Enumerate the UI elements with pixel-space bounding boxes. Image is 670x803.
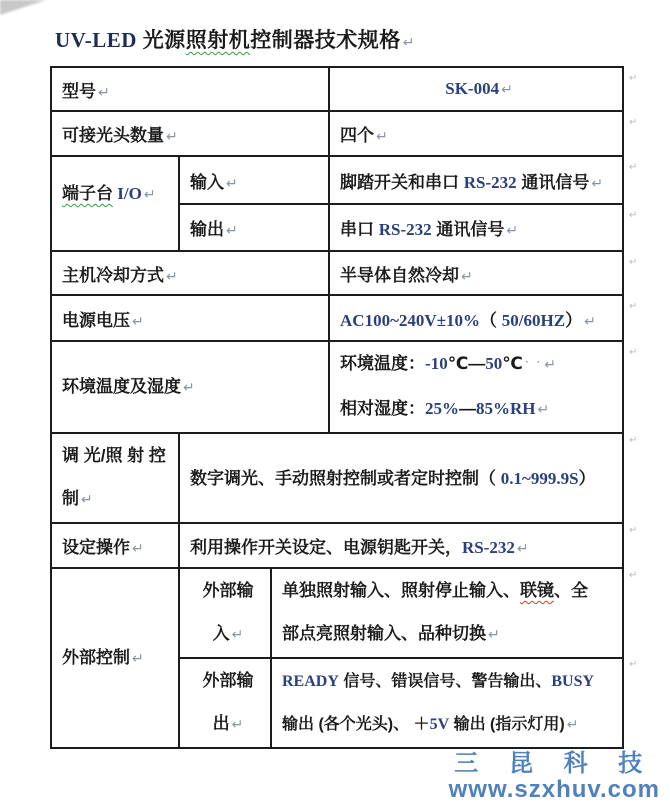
terminal-input-label: 输入 xyxy=(190,172,224,192)
cell-dimming-value xyxy=(179,433,623,523)
cell-model-value xyxy=(329,67,623,111)
terminal-input-zh1: 脚踏开关和串口 xyxy=(340,172,464,192)
setting-label: 设定操作 xyxy=(62,538,130,557)
space-dots-mark: · · xyxy=(524,354,543,368)
terminal-output-latin: RS-232 xyxy=(378,220,432,239)
external-input-label-line2-text: 入 xyxy=(212,624,230,643)
cell-cooling-value xyxy=(329,251,623,295)
pilcrow-mark: ↵ xyxy=(591,175,604,192)
pilcrow-mark: ↵ xyxy=(537,402,550,418)
external-output-value-line1 xyxy=(282,660,618,703)
env-hum-min: 25% xyxy=(425,399,460,418)
env-temp-max: 50 xyxy=(485,354,503,373)
terminal-output-label: 输出 xyxy=(190,220,224,239)
table-row xyxy=(51,341,623,433)
env-hum-dash: — xyxy=(459,399,477,418)
cell-external-output-value xyxy=(271,658,623,748)
external-output-v2c: 输出 (指示灯用) xyxy=(449,715,565,733)
title-zh-after: 控制器技术规格 xyxy=(250,29,401,52)
external-input-value-line1 xyxy=(282,569,618,612)
cell-external-output-label xyxy=(179,658,271,748)
cell-terminal-output-label xyxy=(179,204,329,251)
table-row xyxy=(51,433,623,523)
external-label: 外部控制 xyxy=(62,647,130,667)
terminal-input-latin: RS-232 xyxy=(463,172,517,192)
cell-setting-label xyxy=(51,523,179,568)
cell-setting-value xyxy=(179,523,623,568)
watermark-url: www.szxhuv.com xyxy=(448,776,660,803)
setting-value-latin: RS-232 xyxy=(462,538,515,557)
power-voltage: AC100~240V±10% xyxy=(340,310,481,330)
power-label: 电源电压 xyxy=(62,310,130,330)
pilcrow-mark: ↵ xyxy=(376,129,388,145)
env-temp-min: -10 xyxy=(425,354,448,373)
pilcrow-mark: ↵ xyxy=(98,84,110,101)
table-row xyxy=(51,156,623,204)
external-output-label-line2 xyxy=(190,702,266,747)
heads-label: 可接光头数量 xyxy=(62,126,164,145)
row-end-mark: ↵ xyxy=(629,659,638,670)
terminal-output-zh2: 通讯信号 xyxy=(431,220,505,239)
pilcrow-mark: ↵ xyxy=(544,357,556,373)
pilcrow-mark: ↵ xyxy=(226,223,238,239)
pilcrow-mark: ↵ xyxy=(584,313,596,330)
row-end-mark: ↵ xyxy=(629,347,638,358)
pilcrow-mark: ↵ xyxy=(132,541,144,557)
table-row xyxy=(51,251,623,295)
table-row xyxy=(51,523,623,568)
row-end-mark: ↵ xyxy=(629,301,638,312)
row-end-mark: ↵ xyxy=(629,435,638,446)
external-output-v2a: 输出 (各个光头)、 ＋ xyxy=(282,715,430,733)
external-input-label-line1: 外部输 xyxy=(202,581,254,600)
pilcrow-mark: ↵ xyxy=(132,313,144,330)
cell-terminal-input-label xyxy=(179,156,329,204)
external-input-v2: 部点亮照射输入、品种切换 xyxy=(282,624,486,643)
pilcrow-mark: ↵ xyxy=(501,81,513,98)
cell-terminal-label xyxy=(51,156,179,251)
pilcrow-mark: ↵ xyxy=(183,379,195,396)
power-paren-close: ） xyxy=(565,310,583,330)
pilcrow-mark: ↵ xyxy=(516,541,529,557)
pilcrow-mark: ↵ xyxy=(81,492,93,508)
pilcrow-mark: ↵ xyxy=(166,129,178,145)
dimming-label-line2-text: 制 xyxy=(62,489,79,508)
power-paren-open: （ xyxy=(480,310,502,330)
env-temp-dash: — xyxy=(468,354,486,373)
env-label: 环境温度及湿度 xyxy=(62,376,181,396)
env-temp-line xyxy=(340,342,618,387)
title-zh-wavy: 照射机 xyxy=(185,29,251,52)
cell-external-input-label xyxy=(179,568,271,658)
pilcrow-mark: ↵ xyxy=(132,650,144,667)
env-hum-zh: 相对湿度： xyxy=(340,399,426,418)
env-hum-max: 85%RH xyxy=(476,399,536,418)
row-end-mark: ↵ xyxy=(629,73,638,84)
cooling-value: 半导体自然冷却 xyxy=(340,265,460,285)
external-output-v1b: 信号、错误信号、警告输出、 xyxy=(338,672,552,690)
cell-heads-value xyxy=(329,111,623,156)
cell-terminal-input-value xyxy=(329,156,623,204)
terminal-label-latin: I/O xyxy=(113,184,142,203)
cell-dimming-label xyxy=(51,433,179,523)
dimming-paren-open: （ xyxy=(479,468,501,488)
cell-env-label xyxy=(51,341,329,433)
cell-power-value xyxy=(329,295,623,341)
title-zh-before: 光源 xyxy=(142,29,186,52)
table-row xyxy=(51,568,623,658)
setting-value-zh: 利用操作开关设定、电源钥匙开关， xyxy=(190,538,462,557)
pilcrow-mark: ↵ xyxy=(506,223,519,239)
scan-artifact-corner xyxy=(0,0,46,15)
external-output-5v: 5V xyxy=(429,715,450,733)
cell-external-label xyxy=(51,568,179,748)
row-end-mark: ↵ xyxy=(629,570,638,581)
pilcrow-mark: ↵ xyxy=(488,627,500,643)
terminal-label-zh: 端子台 xyxy=(62,184,113,203)
heads-value: 四个 xyxy=(340,126,375,145)
title-latin: UV-LED xyxy=(55,28,143,52)
external-output-label-line2-text: 出 xyxy=(212,714,230,733)
watermark xyxy=(449,751,660,803)
external-input-v1-wavy: 联镜 xyxy=(520,581,554,600)
pilcrow-mark: ↵ xyxy=(461,268,473,285)
pilcrow-mark: ↵ xyxy=(226,175,238,192)
watermark-company: 三 昆 科 技 xyxy=(454,750,655,777)
dimming-label-line1: 调 光/照 射 控 xyxy=(62,446,166,465)
row-end-mark: ↵ xyxy=(629,162,638,173)
dimming-label-line2 xyxy=(62,477,174,522)
page-title xyxy=(55,24,415,54)
dimming-paren-close: ） xyxy=(578,468,596,488)
cell-cooling-label xyxy=(51,251,329,295)
cell-heads-label xyxy=(51,111,329,156)
pilcrow-mark: ↵ xyxy=(231,717,244,733)
spec-table xyxy=(50,66,624,749)
terminal-output-zh1: 串口 xyxy=(340,220,379,239)
cooling-label: 主机冷却方式 xyxy=(62,265,164,285)
cell-model-label xyxy=(51,67,329,111)
external-output-value-line2 xyxy=(282,703,618,747)
pilcrow-mark: ↵ xyxy=(166,268,178,285)
table-row xyxy=(51,111,623,156)
pilcrow-mark: ↵ xyxy=(402,35,415,51)
row-end-mark: ↵ xyxy=(629,210,638,221)
cell-terminal-output-value xyxy=(329,204,623,251)
model-value: SK-004 xyxy=(445,78,500,98)
env-temp-c1: ℃ xyxy=(447,354,469,373)
pilcrow-mark: ↵ xyxy=(566,716,579,733)
pilcrow-mark: ↵ xyxy=(231,627,244,643)
cell-env-value xyxy=(329,341,623,433)
row-end-mark: ↵ xyxy=(629,525,638,536)
external-output-ready: READY xyxy=(282,672,339,690)
table-row xyxy=(51,295,623,341)
env-temp-zh: 环境温度： xyxy=(340,354,426,373)
dimming-range: 0.1~999.9S xyxy=(500,468,579,488)
row-end-mark: ↵ xyxy=(629,117,638,128)
pilcrow-mark: ↵ xyxy=(143,187,156,203)
cell-external-input-value xyxy=(271,568,623,658)
external-output-busy: BUSY xyxy=(551,672,595,690)
terminal-input-zh2: 通讯信号 xyxy=(516,172,590,192)
dimming-value-zh: 数字调光、手动照射控制或者定时控制 xyxy=(190,468,479,488)
model-label: 型号 xyxy=(62,81,96,101)
cell-power-label xyxy=(51,295,329,341)
external-input-value-line2 xyxy=(282,612,618,657)
table-row xyxy=(51,67,623,111)
env-temp-c2: ℃ xyxy=(502,354,523,373)
external-input-v1a: 单独照射输入、照射停止输入、 xyxy=(282,581,520,600)
power-frequency: 50/60HZ xyxy=(501,310,566,330)
external-output-label-line1: 外部输 xyxy=(202,671,254,690)
row-end-mark: ↵ xyxy=(629,257,638,268)
env-humidity-line xyxy=(340,387,618,432)
external-input-label-line2 xyxy=(190,612,266,657)
external-input-v1b: 、全 xyxy=(554,581,588,600)
